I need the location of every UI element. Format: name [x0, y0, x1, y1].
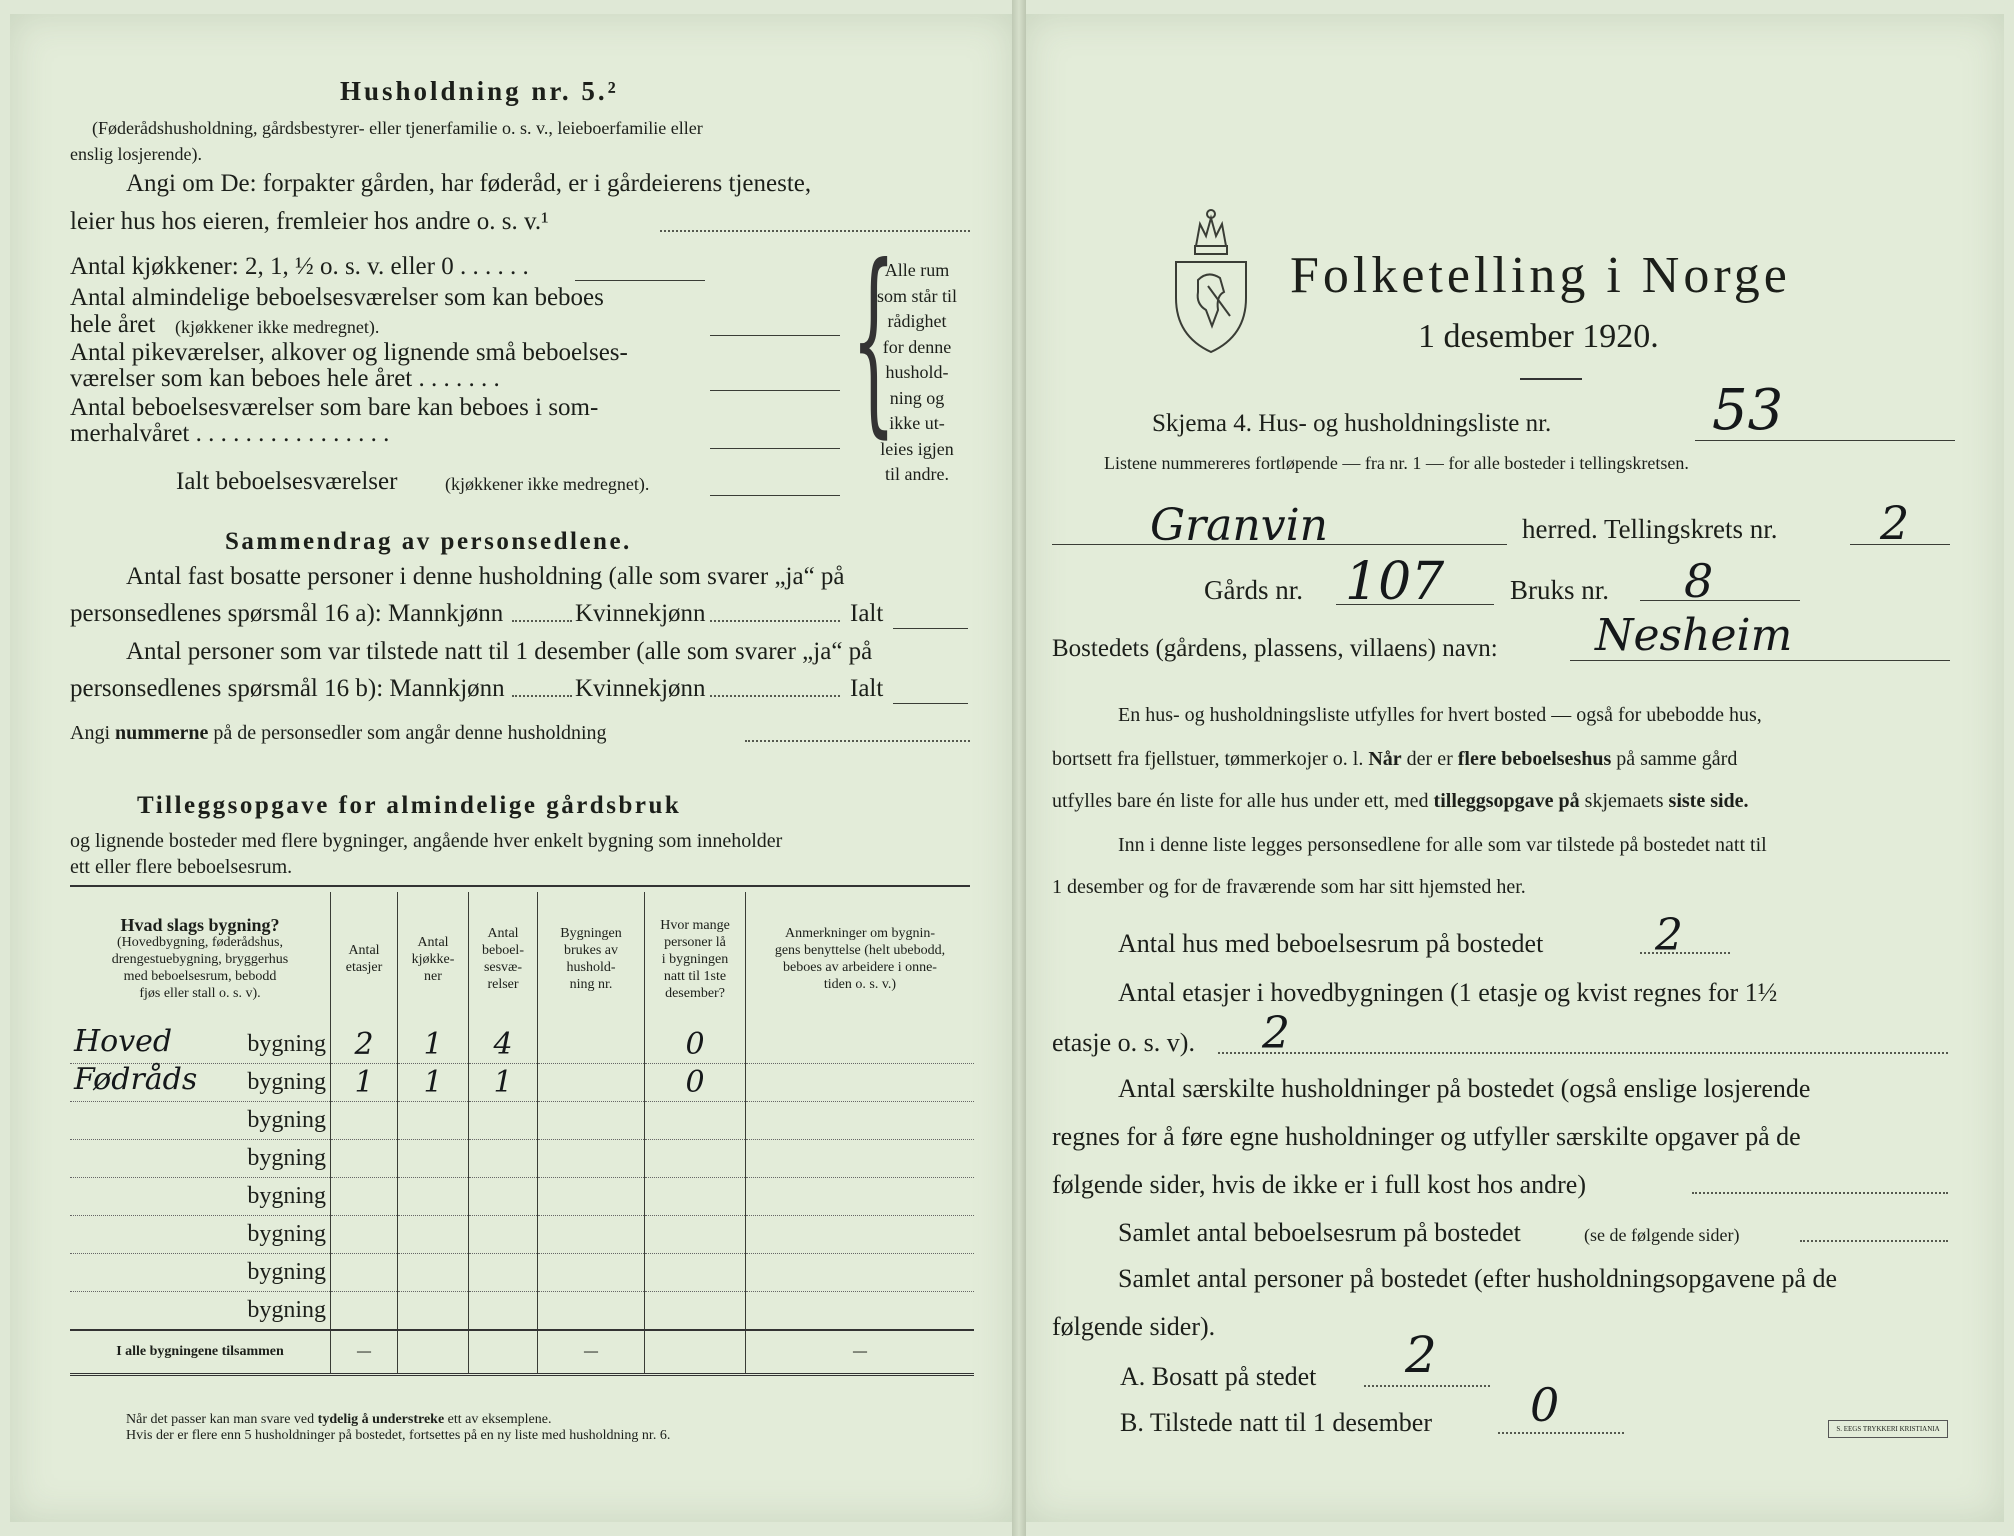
resident-total-label: Ialt	[850, 600, 884, 627]
small-rooms-label: Antal pikeværelser, alkover og lignende små beboelses-	[70, 339, 628, 366]
angi-numbers	[70, 722, 607, 745]
summary-present-line2: personsedlenes spørsmål 16 b): Mannkjønn	[70, 675, 505, 702]
present-male-line	[512, 695, 572, 697]
skjema-nr-value[interactable]: 53	[1712, 378, 1784, 443]
resident-total-line	[893, 628, 968, 629]
footnote-1a: Når det passer kan man svare ved	[126, 1412, 315, 1427]
building-cell-hush[interactable]	[538, 1254, 645, 1292]
brace-note-line: ikke ut-	[889, 413, 945, 433]
building-cell-anm[interactable]	[746, 1216, 975, 1254]
title-rule	[1520, 378, 1582, 380]
col-header-line: personer lå	[664, 934, 726, 950]
building-suffix: bygning	[247, 1259, 326, 1285]
col-personer	[645, 892, 746, 1026]
building-cell-hush[interactable]	[538, 1102, 645, 1140]
total-rooms-label: Ialt beboelsesværelser	[176, 468, 398, 495]
kitchens-answer-line	[575, 280, 705, 281]
hush-line3: følgende sider, hvis de ikke er i full kost hos andre)	[1052, 1170, 1586, 1199]
herred-label: herred. Tellingskrets nr.	[1522, 514, 1778, 544]
building-cell-personer[interactable]	[645, 1102, 746, 1140]
col-header-line: sesvæ-	[483, 960, 523, 975]
samlet-rum-note: (se de følgende sider)	[1584, 1225, 1740, 1245]
resident-male-line	[512, 620, 572, 622]
building-suffix: bygning	[247, 1297, 326, 1323]
building-cell-kjokken[interactable]	[398, 1216, 469, 1254]
building-row	[70, 1102, 974, 1140]
page-fold	[1012, 0, 1026, 1536]
tilstede-label: B. Tilstede natt til 1 desember	[1120, 1408, 1432, 1437]
building-table-header	[70, 892, 974, 1026]
angi-line1: Angi om De: forpakter gården, har føderåd, er i gårdeierens tjeneste,	[126, 170, 812, 197]
building-table	[70, 892, 974, 1376]
building-cell-kjokken[interactable]	[398, 1254, 469, 1292]
ordinary-rooms-label: Antal almindelige beboelsesværelser som kan beboes	[70, 284, 604, 311]
building-cell-personer[interactable]	[645, 1178, 746, 1216]
instr-p2b: Når	[1368, 748, 1402, 770]
building-cell-personer[interactable]	[645, 1292, 746, 1331]
building-cell-kjokken[interactable]: 1	[398, 1064, 469, 1102]
rooms-brace: {	[851, 223, 896, 456]
col-header-line: ner	[424, 968, 442, 984]
bosatt-label: A. Bosatt på stedet	[1120, 1362, 1317, 1391]
etasjer-answer-line	[1218, 1052, 1948, 1054]
skjema-label: Skjema 4. Hus- og husholdningsliste nr.	[1152, 410, 1552, 437]
col-header-line: (Hovedbygning, føderådshus,	[116, 934, 284, 950]
building-row-type[interactable]	[70, 1102, 331, 1140]
summer-rooms-answer-line	[710, 448, 840, 449]
kitchens-label: Antal kjøkkener: 2, 1, ½ o. s. v. eller 0 . . . . . .	[70, 253, 529, 280]
etasjer-value[interactable]: 2	[1262, 1008, 1290, 1059]
hus-line	[1640, 952, 1730, 954]
building-row-type[interactable]	[70, 1178, 331, 1216]
building-cell-anm[interactable]	[746, 1292, 975, 1331]
total-kjokken	[398, 1330, 469, 1375]
col-header-line: Bygningen	[560, 926, 622, 941]
col-kjokken	[398, 892, 469, 1026]
building-row-type[interactable]	[70, 1026, 331, 1064]
household-title: Husholdning nr. 5.²	[340, 76, 619, 106]
ordinary-rooms-label-2: hele året	[70, 311, 156, 338]
building-cell-etasjer[interactable]: 2	[331, 1026, 398, 1064]
angi-numbers-b: nummerne	[115, 722, 209, 744]
building-cell-anm[interactable]	[746, 1064, 975, 1102]
summary-present-line1: Antal personer som var tilstede natt til 1 desember (alle som svarer „ja“ på	[126, 638, 873, 665]
samlet-pers-line1: Samlet antal personer på bostedet (efter husholdningsopgavene på de	[1118, 1264, 1838, 1293]
tilstede-line	[1498, 1432, 1624, 1434]
small-rooms-label-2: værelser som kan beboes hele året . . . . . . .	[70, 365, 500, 392]
norway-coat-of-arms-icon	[1168, 206, 1254, 356]
building-cell-hush[interactable]	[538, 1140, 645, 1178]
instr-p3	[1052, 790, 1749, 813]
ordinary-rooms-note: (kjøkkener ikke medregnet).	[175, 317, 380, 337]
building-cell-anm[interactable]	[746, 1026, 975, 1064]
building-cell-vaerelser[interactable]	[469, 1292, 538, 1331]
present-total-line	[893, 703, 968, 704]
angi-numbers-line	[745, 740, 970, 742]
total-anm: —	[746, 1330, 975, 1375]
hus-label: Antal hus med beboelsesrum på bostedet	[1118, 929, 1544, 958]
gards-nr-value[interactable]: 107	[1345, 552, 1445, 612]
building-suffix: bygning	[247, 1183, 326, 1209]
instr-p2e: på samme gård	[1616, 748, 1738, 770]
building-cell-etasjer[interactable]	[331, 1102, 398, 1140]
building-row	[70, 1216, 974, 1254]
building-cell-etasjer[interactable]	[331, 1254, 398, 1292]
bruks-label: Bruks nr.	[1510, 575, 1610, 605]
instr-p3a: utfylles bare én liste for alle hus under ett, med	[1052, 790, 1429, 812]
col-header-line: tiden o. s. v.)	[823, 977, 897, 992]
building-suffix: bygning	[247, 1107, 326, 1133]
building-cell-vaerelser[interactable]	[469, 1216, 538, 1254]
krets-nr-value[interactable]: 2	[1880, 496, 1910, 550]
col-header-line: med beboelsesrum, bebodd	[123, 968, 277, 984]
building-cell-vaerelser[interactable]	[469, 1254, 538, 1292]
building-cell-personer[interactable]: 0	[645, 1064, 746, 1102]
col-header-line: natt til 1ste	[663, 968, 727, 984]
hush-line1: Antal særskilte husholdninger på bostedet (også enslige losjerende	[1118, 1074, 1811, 1103]
col-header-line: i bygningen	[661, 951, 729, 967]
angi-numbers-c: på de personsedler som angår denne husholdning	[213, 722, 607, 744]
col-header-line: desember?	[665, 985, 725, 1001]
building-cell-personer[interactable]	[645, 1216, 746, 1254]
building-cell-anm[interactable]	[746, 1140, 975, 1178]
building-type-value[interactable]: Fødråds	[74, 1062, 198, 1097]
hush-answer-line	[1692, 1192, 1948, 1194]
listene-note: Listene nummereres fortløpende — fra nr. 1 — for alle bosteder i tellingskretsen.	[1104, 453, 1689, 473]
bruks-nr-value[interactable]: 8	[1684, 554, 1714, 608]
resident-female-line	[710, 620, 840, 622]
building-row-type[interactable]	[70, 1064, 331, 1102]
printer-stamp: S. EEGS TRYKKERI KRISTIANIA	[1828, 1420, 1948, 1438]
footnote-1	[126, 1412, 551, 1428]
bosatt-value[interactable]: 2	[1405, 1326, 1437, 1384]
total-husholdning: —	[538, 1330, 645, 1375]
instr-p4: Inn i denne liste legges personsedlene for alle som var tilstede på bostedet natt til	[1118, 834, 1767, 856]
hus-value[interactable]: 2	[1655, 910, 1683, 961]
col-header-line: relser	[487, 977, 519, 992]
building-cell-personer[interactable]	[645, 1140, 746, 1178]
brace-note-line: rådighet	[887, 311, 947, 331]
building-table-body	[70, 1026, 974, 1330]
col-header-line: Antal	[487, 926, 519, 941]
etasjer-line2: etasje o. s. v).	[1052, 1028, 1195, 1057]
brace-note	[862, 258, 972, 488]
building-cell-vaerelser[interactable]	[469, 1178, 538, 1216]
tilstede-value[interactable]: 0	[1530, 1378, 1560, 1432]
present-total-label: Ialt	[850, 675, 884, 702]
col-header-line: hushold-	[566, 960, 616, 975]
building-cell-hush[interactable]	[538, 1064, 645, 1102]
angi-answer-line	[660, 230, 970, 232]
col-header-line: etasjer	[345, 960, 383, 975]
footnote-1b: tydelig å understreke	[317, 1412, 445, 1427]
summary-title: Sammendrag av personsedlene.	[225, 528, 632, 555]
household-intro-line2: enslig losjerende).	[70, 144, 202, 164]
building-row	[70, 1292, 974, 1331]
building-cell-anm[interactable]	[746, 1178, 975, 1216]
brace-note-line: Alle rum	[884, 260, 950, 280]
samlet-rum-label: Samlet antal beboelsesrum på bostedet	[1118, 1218, 1521, 1247]
summer-rooms-label: Antal beboelsesværelser som bare kan beboes i som-	[70, 394, 599, 421]
total-etasjer: —	[331, 1330, 398, 1375]
brace-note-line: ning og	[889, 387, 945, 408]
tillegg-line2: ett eller flere beboelsesrum.	[70, 856, 293, 878]
building-cell-kjokken[interactable]	[398, 1292, 469, 1331]
footnote-2: Hvis der er flere enn 5 husholdninger på bostedet, fortsettes på en ny liste med husholdning nr. 6.	[126, 1428, 671, 1443]
tillegg-title: Tilleggsopgave for almindelige gårdsbruk	[137, 792, 682, 819]
building-row	[70, 1026, 974, 1064]
building-row	[70, 1254, 974, 1292]
col-header-line: Hvor mange	[660, 917, 730, 933]
total-personer	[645, 1330, 746, 1375]
building-row	[70, 1064, 974, 1102]
summary-resident-line2: personsedlenes spørsmål 16 a): Mannkjønn	[70, 600, 504, 627]
col-header-line: gens benyttelse (helt ubebodd,	[774, 943, 946, 958]
instr-p5: 1 desember og for de fraværende som har sitt hjemsted her.	[1052, 876, 1526, 898]
col-husholdning	[538, 892, 645, 1026]
building-table-total	[70, 1330, 974, 1375]
instr-p1: En hus- og husholdningsliste utfylles for hvert bosted — også for ubebodde hus,	[1118, 704, 1762, 726]
etasjer-line1: Antal etasjer i hovedbygningen (1 etasje og kvist regnes for 1½	[1118, 978, 1778, 1007]
col-anmerkninger	[746, 892, 975, 1026]
instr-p2	[1052, 748, 1737, 771]
summary-resident-line1: Antal fast bosatte personer i denne husholdning (alle som svarer „ja“ på	[126, 563, 845, 590]
total-label: I alle bygningene tilsammen	[70, 1330, 331, 1375]
total-rooms-note: (kjøkkener ikke medregnet).	[445, 474, 650, 494]
building-cell-vaerelser[interactable]	[469, 1140, 538, 1178]
building-cell-vaerelser[interactable]	[469, 1102, 538, 1140]
building-row	[70, 1140, 974, 1178]
col-header-line: kjøkke-	[411, 951, 455, 967]
herred-name-value[interactable]: Granvin	[1150, 500, 1329, 551]
bruks-nr-line	[1640, 600, 1800, 601]
ordinary-rooms-answer-line	[710, 335, 840, 336]
building-cell-kjokken[interactable]	[398, 1140, 469, 1178]
building-suffix: bygning	[247, 1145, 326, 1171]
col-header-line: drengestuebygning, bryggerhus	[111, 951, 289, 967]
building-suffix: bygning	[247, 1031, 326, 1057]
instr-p2a: bortsett fra fjellstuer, tømmerkojer o. l.	[1052, 748, 1364, 770]
building-cell-hush[interactable]	[538, 1026, 645, 1064]
building-cell-personer[interactable]	[645, 1254, 746, 1292]
building-cell-etasjer[interactable]	[331, 1292, 398, 1331]
building-cell-vaerelser[interactable]: 4	[469, 1026, 538, 1064]
building-cell-kjokken[interactable]: 1	[398, 1026, 469, 1064]
present-female-label: Kvinnekjønn	[575, 675, 706, 702]
household-intro-line1: (Føderådshusholdning, gårdsbestyrer- eller tjenerfamilie o. s. v., leieboerfamilie eller	[92, 118, 703, 138]
building-cell-anm[interactable]	[746, 1254, 975, 1292]
building-suffix: bygning	[247, 1221, 326, 1247]
instr-p3d: siste side.	[1668, 790, 1749, 812]
brace-note-line: hushold-	[885, 362, 949, 382]
building-cell-kjokken[interactable]	[398, 1178, 469, 1216]
col-etasjer	[331, 892, 398, 1026]
census-date: 1 desember 1920.	[1418, 318, 1659, 355]
instr-p3b: tilleggsopgave på	[1433, 790, 1580, 812]
building-cell-vaerelser[interactable]: 1	[469, 1064, 538, 1102]
building-row-type[interactable]	[70, 1216, 331, 1254]
building-cell-hush[interactable]	[538, 1178, 645, 1216]
bosatt-line	[1364, 1385, 1490, 1387]
building-row-type[interactable]	[70, 1254, 331, 1292]
total-rooms-answer-line	[710, 495, 840, 496]
col-header-line: beboes av arbeidere i onne-	[783, 960, 937, 975]
col-header-line: fjøs eller stall o. s. v).	[139, 985, 261, 1001]
col-header-line: Hvad slags bygning?	[120, 914, 280, 935]
building-suffix: bygning	[247, 1069, 326, 1095]
table-top-rule	[70, 885, 970, 887]
building-cell-kjokken[interactable]	[398, 1102, 469, 1140]
building-cell-etasjer[interactable]: 1	[331, 1064, 398, 1102]
instr-p2c: der er	[1406, 748, 1453, 770]
angi-numbers-a: Angi	[70, 722, 110, 744]
gards-label: Gårds nr.	[1204, 575, 1303, 605]
census-title: Folketelling i Norge	[1290, 247, 1791, 304]
building-row-type[interactable]	[70, 1140, 331, 1178]
building-cell-anm[interactable]	[746, 1102, 975, 1140]
building-type-value[interactable]: Hoved	[74, 1024, 173, 1059]
total-vaerelser	[469, 1330, 538, 1375]
summer-rooms-label-2: merhalvåret . . . . . . . . . . . . . . . .	[70, 420, 390, 447]
col-header-line: Antal	[417, 934, 449, 950]
footnote-1c: ett av eksemplene.	[447, 1412, 552, 1427]
samlet-rum-line	[1800, 1240, 1948, 1242]
building-cell-etasjer[interactable]	[331, 1178, 398, 1216]
tillegg-line1: og lignende bosteder med flere bygninger, angående hver enkelt bygning som inneholder	[70, 830, 783, 852]
building-row-type[interactable]	[70, 1292, 331, 1331]
brace-note-line: som står til	[877, 285, 957, 306]
instr-p2d: flere beboelseshus	[1457, 748, 1612, 770]
col-building-type	[70, 892, 331, 1026]
col-header-line: Antal	[348, 943, 380, 958]
angi-line2: leier hus hos eieren, fremleier hos andre o. s. v.¹	[70, 208, 549, 235]
col-header-line: beboel-	[482, 943, 524, 958]
present-female-line	[710, 695, 840, 697]
bosted-label: Bostedets (gårdens, plassens, villaens) navn:	[1052, 635, 1498, 662]
col-header-line: Anmerkninger om bygnin-	[784, 926, 936, 941]
building-cell-etasjer[interactable]	[331, 1140, 398, 1178]
samlet-pers-line2: følgende sider).	[1052, 1312, 1216, 1341]
instr-p3c: skjemaets	[1584, 790, 1664, 812]
bosted-name-value[interactable]: Nesheim	[1595, 610, 1793, 661]
building-cell-personer[interactable]: 0	[645, 1026, 746, 1064]
brace-note-line: for denne	[882, 336, 952, 357]
building-cell-etasjer[interactable]	[331, 1216, 398, 1254]
small-rooms-answer-line	[710, 390, 840, 391]
building-cell-hush[interactable]	[538, 1292, 645, 1331]
brace-note-line: til andre.	[885, 464, 949, 484]
hush-line2: regnes for å føre egne husholdninger og utfyller særskilte opgaver på de	[1052, 1122, 1801, 1151]
building-cell-hush[interactable]	[538, 1216, 645, 1254]
resident-female-label: Kvinnekjønn	[575, 600, 706, 627]
brace-note-line: leies igjen	[880, 438, 954, 459]
col-header-line: brukes av	[563, 943, 619, 958]
building-row	[70, 1178, 974, 1216]
col-header-line: ning nr.	[569, 977, 613, 992]
col-vaerelser	[469, 892, 538, 1026]
